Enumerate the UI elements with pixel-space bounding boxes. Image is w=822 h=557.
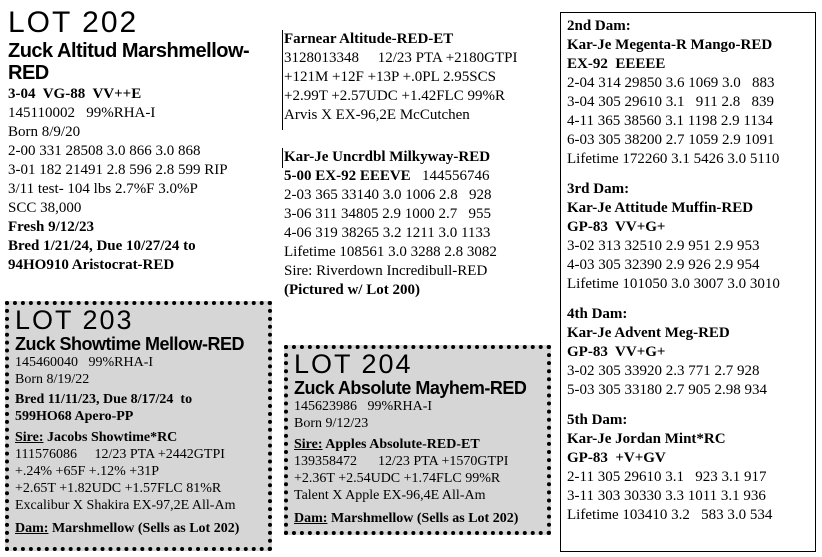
lot-203-line: 145460040 99%RHA-I [15,355,154,370]
dam-details [284,186,552,281]
sire-line: +2.65T +1.82UDC +1.57FLC 81%R [15,481,222,496]
sire-name: Jacobs Showtime*RC [43,430,178,445]
sire-label: Sire: [15,430,44,445]
dam-class-score: 5-00 EX-92 EEEVE [284,168,411,184]
dam-generation-heading: 4th Dam: [567,306,628,322]
lot-202-line: Bred 1/21/24, Due 10/27/24 to [8,238,196,254]
lot-204-box [284,345,551,535]
lot-204-animal-name: Zuck Absolute Mayhem-RED [294,378,527,398]
dam-line: Sire: Riverdown Incredibull-RED [284,263,488,279]
dam-record-line: Lifetime 172260 3.1 5426 3.0 5110 [567,151,780,167]
dam-line: 2-03 365 33140 3.0 1006 2.8 928 [284,187,492,203]
sire-line: Talent X Apple EX-96,4E All-Am [294,488,486,503]
dam-text: Marshmellow (Sells as Lot 202) [48,521,240,536]
sire-label: Sire: [294,437,323,452]
sire-details [15,446,262,514]
dam-record-line: Lifetime 103410 3.2 583 3.0 534 [567,507,773,523]
lot-202-dam-block [282,148,552,300]
dam-record-line: 6-03 305 38200 2.7 1059 2.9 1091 [567,132,775,148]
dam-name: Kar-Je Attitude Muffin-RED [567,200,754,216]
sire-line: +.24% +65F +.12% +31P [15,464,159,479]
dam-note: (Pictured w/ Lot 200) [284,282,420,298]
lot-204-line: Born 9/12/23 [294,416,369,431]
sire-line: Excalibur X Shakira EX-97,2E All-Am [15,498,236,513]
lot-202-line: 94HO910 Aristocrat-RED [8,257,175,273]
lot-204-number: LOT 204 [294,349,413,379]
sire-name: Apples Absolute-RED-ET [322,437,480,452]
sire-line: 3128013348 12/23 PTA +2180GTPI [284,50,518,66]
dam-record-line: 3-04 305 29610 3.1 911 2.8 839 [567,94,774,110]
divider [282,30,283,130]
dam-record-line: 4-11 365 38560 3.1 1198 2.9 1134 [567,113,773,129]
dam-section [567,305,809,400]
dam-record-line: 2-04 314 29850 3.6 1069 3.0 883 [567,75,775,91]
lot-203-dam [15,520,262,537]
dam-line: 3-06 311 34805 2.9 1000 2.7 955 [284,206,491,222]
dam-label: Dam: [294,511,328,526]
sire-line: 139358472 12/23 PTA +1570GTPI [294,454,509,469]
sire-line: 111576086 12/23 PTA +2442GTPI [15,447,225,462]
lot-202-line: Born 8/9/20 [8,124,81,140]
dam-classification: EX-92 EEEEE [567,56,666,72]
lot-204-sire [294,436,541,504]
dam-record-line: 4-03 305 32390 2.9 926 2.9 954 [567,257,760,273]
dam-generation-heading: 3rd Dam: [567,181,630,197]
lot-204-line: 145623986 99%RHA-I [294,399,433,414]
dam-name: Kar-Je Advent Meg-RED [567,325,730,341]
breeding-line: 599HO68 Apero-PP [15,409,134,424]
lot-203-details [15,354,262,388]
lot-202-line: 2-00 331 28508 3.0 866 3.0 868 [8,143,201,159]
lot-203-breeding [15,391,262,425]
dam-classification [284,167,552,186]
lot-203-sire [15,429,262,514]
dam-text: Marshmellow (Sells as Lot 202) [327,511,519,526]
dam-reg-number: 144556746 [410,168,490,184]
breeding-line: Bred 11/11/23, Due 8/17/24 to [15,392,193,407]
dam-line: 4-06 319 38265 3.2 1211 3.0 1133 [284,225,491,241]
dam-record-line: 3-02 313 32510 2.9 951 2.9 953 [567,238,760,254]
lot-202-animal-name: Zuck Altitud Marshmellow-RED [8,40,250,84]
dam-record-line: 2-11 305 29610 3.1 923 3.1 917 [567,469,767,485]
dam-generation-heading: 5th Dam: [567,412,628,428]
dam-pedigree-box [560,12,816,552]
sire-line: +121M +12F +13P +.0PL 2.95SCS [284,69,496,85]
lot-202-line: SCC 38,000 [8,200,82,216]
sire-details [294,453,541,504]
dam-line: Lifetime 108561 3.0 3288 2.8 3082 [284,244,497,260]
sire-line: +2.36T +2.54UDC +1.74FLC 99%R [294,471,501,486]
sire-line: +2.99T +2.57UDC +1.42FLC 99%R [284,88,505,104]
dam-name: Kar-Je Uncrdbl Milkyway-RED [284,149,491,165]
lot-202-sire-block [282,30,552,125]
sire-name: Farnear Altitude-RED-ET [284,31,454,47]
dam-record-line: 5-03 305 33180 2.7 905 2.98 934 [567,382,767,398]
lot-204-dam [294,510,541,527]
sire-line: Arvis X EX-96,2E McCutchen [284,107,470,123]
lot-202-details [8,85,278,275]
dam-name: Kar-Je Jordan Mint*RC [567,431,726,447]
lot-202-line: 3/11 test- 104 lbs 2.7%F 3.0%P [8,181,198,197]
dam-classification: GP-83 +V+GV [567,450,666,466]
dam-record-line: Lifetime 101050 3.0 3007 3.0 3010 [567,276,780,292]
dam-record-line: 3-02 305 33920 2.3 771 2.7 928 [567,363,760,379]
lot-202-line: 145110002 99%RHA-I [8,105,156,121]
dam-section [567,411,809,525]
dam-generation-heading: 2nd Dam: [567,18,631,34]
lot-204-details [294,398,541,432]
dam-label: Dam: [15,521,49,536]
dam-classification: GP-83 VV+G+ [567,344,666,360]
divider [282,148,283,168]
lot-203-box [5,301,272,551]
dam-section [567,180,809,294]
lot-203-number: LOT 203 [15,305,134,335]
dam-name: Kar-Je Megenta-R Mango-RED [567,37,773,53]
lot-202-number: LOT 202 [8,6,139,39]
lot-202-line: 3-01 182 21491 2.8 596 2.8 599 RIP [8,162,228,178]
dam-record-line: 3-11 303 30330 3.3 1011 3.1 936 [567,488,766,504]
lot-202-block [8,8,278,275]
lot-203-line: Born 8/19/22 [15,372,90,387]
sire-details [284,49,552,125]
lot-202-line: 3-04 VG-88 VV++E [8,86,142,102]
dam-classification: GP-83 VV+G+ [567,219,666,235]
dam-section [567,17,809,169]
lot-203-animal-name: Zuck Showtime Mellow-RED [15,334,245,354]
lot-202-line: Fresh 9/12/23 [8,219,94,235]
